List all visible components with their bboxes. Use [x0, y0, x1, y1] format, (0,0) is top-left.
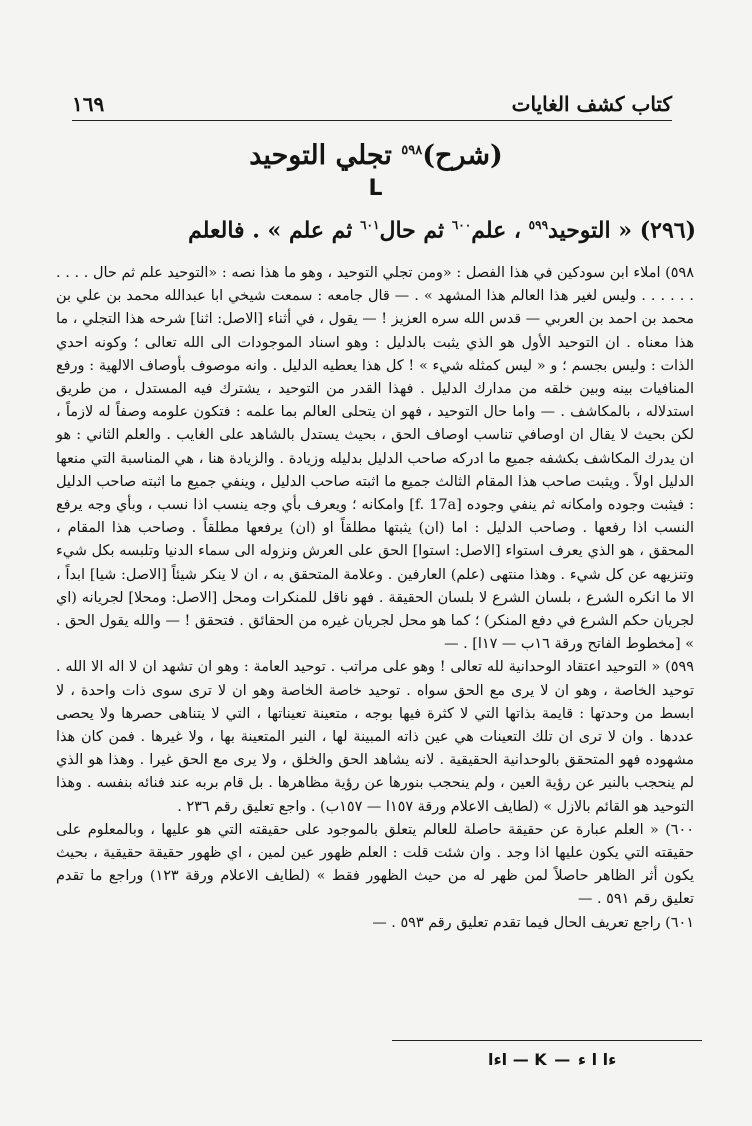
footer-rule	[392, 1040, 702, 1041]
lemma-part-3: ثم حال	[379, 217, 445, 244]
section-title-ref: ٥٩٨	[401, 143, 423, 158]
lemma-part-1: « التوحيد	[548, 217, 633, 244]
page-number: ١٦٩	[72, 92, 105, 116]
section-title-prefix: (شرح)	[422, 140, 503, 171]
section-title	[0, 140, 752, 171]
commentary-notes	[56, 262, 694, 935]
folio-mark: L	[368, 176, 384, 201]
running-title: كتاب كشف الغايات	[511, 92, 672, 116]
section-title-main: تجلي التوحيد	[249, 140, 392, 171]
lemma-ref-1: ٥٩٩	[528, 218, 549, 232]
note-601: ٦٠١) راجع تعريف الحال فيما تقدم تعليق رقم ٥٩٣ . —	[372, 914, 694, 931]
lemma-part-2: ، علم	[471, 217, 521, 244]
note-598: ٥٩٨) املاء ابن سودكين في هذا الفصل : «ومن تجلي التوحيد ، وهو ما هذا نصه : «التوحيد علم ثم حال . . . . . . . . . . وليس لغير هذا العالم هذا المشهد » . — قال جامعه : سمعت شيخي ابا عبدالله محمد بن علي بن محمد بن احمد بن العربي — قدس الله سره العزيز ! — يقول ، في أثناء [الاصل: اثنا] شرحه هذا التجلي ، ما هذا معناه . ان التوحيد الأول هو الذي يثبت بالدليل : وهو اسناد الموجودات الى الله تعالى ؛ وكونه احدي الذات : وليس بجسم ؛ و « ليس كمثله شيء » ! كل هذا يعطيه الدليل . وانه موصوف بأوصاف الالهية : ورفع المنافيات بينه وبين خلقه من مدارك الدليل . فهذا القدر من التوحيد ، يشترك فيه المستدل ، من طريق استدلاله ، بالمكاشف . — واما حال التوحيد ، فهو ان يتحلى العالم بما علمه : فتكون علومه وصفاً له لازماً ، لكن بحيث لا يقال ان اوصافي تناسب اوصاف الحق ، بحيث يستدل بالشاهد على الغايب . والعلم الثاني : هو ان يدرك المكاشف بكشفه جميع ما ادركه صاحب الدليل بدليله وزيادة . والزيادة هنا ، هي المناسبة التي منعها الدليل اولاً . ويثبت صاحب هذا المقام الثالث جميع ما اثبته صاحب الدليل ، وينفي جميع ما اثبته صاحب الدليل : فيثبت وجوده وامكانه ثم ينفي وجوده [f. 17a] وامكانه ؛ ويعرف بأي وجه ينسب اذا نسب ، وبأي وجه يرفع النسب اذا رفعها . وصاحب الدليل : اما (ان) يثبتها مطلقاً او (ان) يرفعها مطلقاً . وصاحب هذا المقام ، المحقق ، هو الذي يعرف استواء [الاصل: استوا] الحق على العرش ونزوله الى سماء الدنيا وتلبسه بكل شيء وتنزيهه عن كل شيء . وهذا منتهى (علم) العارفين . وعلامة المتحقق به ، ان لا ينكر شيئاً [الاصل: شيا] ابداً ، الا ما انكره الشرع ، بلسان الشرع لا بلسان الحقيقة . فهو ناقل للمنكرات ومحل [الاصل: ومحلا] لجريانه (اي لجريان حكم الشرع في دفع المنكر) ؛ كما هو محل لجريان غيره من الحقائق . فتحقق ! — والله يقول الحق . » [مخطوط الفاتح ورقة ١٦ب — ١٧ا] . —	[56, 265, 695, 653]
lemma-ref-3: ٦٠١	[360, 218, 380, 232]
running-head	[72, 84, 672, 121]
note-599: ٥٩٩) « التوحيد اعتقاد الوحدانية لله تعالى ! وهو على مراتب . توحيد العامة : وهو ان تشهد ان لا اله الا الله . توحيد الخاصة ، وهو ان لا يرى مع الحق سواه . توحيد خاصة الخاصة وهو ان لا ترى سوى ذات واحدة ، لا ابسط من وحدتها : قايمة بذاتها التي لا كثرة فيها بوجه ، متعينة تعيناتها ، التي لا يتناهى حصرها ولا يحصى عددها . وان لا ترى ان تلك التعينات هي عين ذاته المبينة لها ، النير المتعينة بها ، ولا غيرها . فمن كان هذا مشهوده فهو المتحقق بالوحدانية الحقيقية . لانه يشاهد الحق والخلق ، ولا يرى مع الحق غيرا . وهذا هو الذي لم ينحجب بالنير عن رؤية العين ، ولم ينحجب بنورها عن رؤية مظاهرها . بل قام بربه عند فنائه بنفسه . وهذا التوحيد هو القائم بالازل » (لطايف الاعلام ورقة ١٥٧ا — ١٥٧ب) . واجع تعليق رقم ٢٣٦ .	[56, 659, 694, 815]
lemma-number: (٢٩٦)	[639, 217, 696, 244]
lemma-line	[60, 206, 696, 249]
note-600: ٦٠٠) « العلم عبارة عن حقيقة حاصلة للعالم يتعلق بالموجود على حقيقته التي هو عليها ، وبالمعلوم على حقيقته التي يكون عليها اذا وجد . وان شئت قلت : العلم ظهور عين لمين ، اي ظهور حقيقة حقيقية ، بحيث يكون أثر الظاهر حاصلاً لمن ظهر له من حيث الظهور فقط » (لطايف الاعلام ورقة ١٢٣) وراجع ما تقدم تعليق رقم ٥٩١ . —	[56, 821, 695, 908]
lemma-ref-2: ٦٠٠	[451, 218, 472, 232]
gathering-signature: اءا — K — ءا ا ء	[488, 1050, 617, 1069]
lemma-part-4: ثم علم » . فالعلم	[188, 217, 353, 244]
